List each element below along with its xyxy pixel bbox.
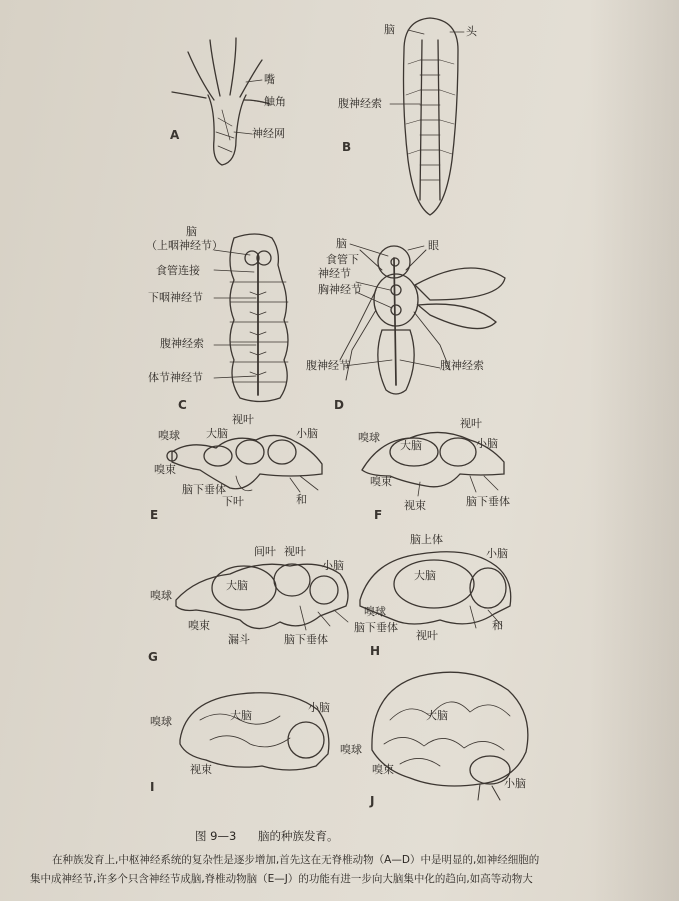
- panel-letter-G: G: [148, 650, 158, 664]
- label-subesophageal: 下咽神经节: [148, 291, 203, 304]
- label-nerve-net: 神经网: [252, 127, 285, 140]
- label-brain-C: 脑: [186, 225, 197, 238]
- label-optic-tract-F: 视束: [404, 499, 426, 512]
- label-thoracic-ganglion: 胸神经节: [318, 283, 362, 296]
- label-cerebrum-I: 大脑: [230, 709, 252, 722]
- label-inferior-lobe-E: 下叶: [222, 495, 244, 508]
- label-infundibulum-G: 漏斗: [228, 633, 250, 646]
- label-pineal-H: 脑上体: [410, 533, 443, 546]
- label-ventral-cord-D: 腹神经索: [440, 359, 484, 372]
- flatworm-drawing: [390, 18, 464, 215]
- label-cerebellum-E: 小脑: [296, 427, 318, 440]
- label-and-E: 和: [296, 493, 307, 506]
- label-segment-ganglion: 体节神经节: [148, 371, 203, 384]
- label-cerebrum-F: 大脑: [400, 439, 422, 452]
- label-ventral-cord-B: 腹神经索: [338, 97, 382, 110]
- label-olfactory-bulb-E: 嗅球: [158, 429, 180, 442]
- panel-letter-B: B: [342, 140, 352, 154]
- label-optic-tract-I: 视束: [190, 763, 212, 776]
- label-supraesophageal: （上咽神经节）: [146, 239, 223, 252]
- label-hypophysis-E: 脑下垂体: [182, 483, 226, 496]
- panel-letter-C: C: [178, 398, 187, 412]
- label-cerebellum-I: 小脑: [308, 701, 330, 714]
- label-subesoph-2: 神经节: [318, 267, 351, 280]
- label-olfactory-bulb-F: 嗅球: [358, 431, 380, 444]
- label-subesoph-1: 食管下: [326, 253, 359, 266]
- body-line-1: 在种族发育上,中枢神经系统的复杂性是逐步增加,首先这在无脊椎动物（A—D）中是明显的,如神经细胞的: [52, 854, 540, 866]
- label-brain-B: 脑: [384, 23, 395, 36]
- label-abdominal-ganglion: 腹神经节: [306, 359, 350, 372]
- earthworm-drawing: [214, 234, 288, 402]
- panel-letter-H: H: [370, 644, 381, 658]
- label-hypophysis-G: 脑下垂体: [284, 633, 328, 646]
- label-optic-lobe-H: 视叶: [416, 629, 438, 642]
- label-cerebellum-H: 小脑: [486, 547, 508, 560]
- panel-letter-E: E: [150, 508, 159, 522]
- panel-letter-A: A: [170, 128, 180, 142]
- label-hypophysis-F: 脑下垂体: [466, 495, 510, 508]
- label-cerebellum-G: 小脑: [322, 559, 344, 572]
- label-olfactory-bulb-H: 嗅球: [364, 605, 386, 618]
- label-diencephalon-G: 间叶: [254, 545, 276, 558]
- label-optic-lobe-F: 视叶: [460, 417, 482, 430]
- figure-title: 脑的种族发育。: [257, 829, 339, 843]
- label-cerebrum-G: 大脑: [226, 579, 248, 592]
- label-cerebrum-J: 大脑: [426, 709, 448, 722]
- label-circumesophageal: 食管连接: [156, 264, 200, 277]
- panel-letter-D: D: [334, 398, 344, 412]
- figure-caption: [195, 828, 356, 844]
- label-optic-lobe-E: 视叶: [232, 413, 254, 426]
- panel-letter-J: J: [370, 794, 375, 808]
- label-eye: 眼: [428, 239, 439, 252]
- figure-number: 图 9—3: [195, 829, 237, 843]
- label-head: 头: [466, 25, 477, 38]
- label-olfactory-tract-E: 嗅束: [154, 463, 176, 476]
- panel-letter-I: I: [150, 780, 155, 794]
- label-ventral-cord-C: 腹神经索: [160, 337, 204, 350]
- label-cerebrum-E: 大脑: [206, 427, 228, 440]
- label-olfactory-tract-F: 嗅束: [370, 475, 392, 488]
- label-cerebellum-J: 小脑: [504, 777, 526, 790]
- label-brain-D: 脑: [336, 237, 347, 250]
- body-line-2: 集中成神经节,许多个只含神经节成脑,脊椎动物脑（E—J）的功能有进一步向大脑集中化的趋向,如高等动物大: [30, 873, 533, 885]
- panel-letter-F: F: [374, 508, 383, 522]
- label-and-H: 和: [492, 619, 503, 632]
- label-olfactory-bulb-I: 嗅球: [150, 715, 172, 728]
- label-cerebellum-F: 小脑: [476, 437, 498, 450]
- label-mouth: 嘴: [264, 73, 275, 86]
- label-olfactory-bulb-J: 嗅球: [340, 743, 362, 756]
- label-hypophysis-H: 脑下垂体: [354, 621, 398, 634]
- body-text: [30, 851, 665, 889]
- label-cerebrum-H: 大脑: [414, 569, 436, 582]
- label-tentacle: 触角: [264, 95, 286, 108]
- label-optic-lobe-G: 视叶: [284, 545, 306, 558]
- label-olfactory-bulb-G: 嗅球: [150, 589, 172, 602]
- hydra-drawing: [172, 38, 270, 165]
- label-olfactory-tract-J: 嗅束: [372, 763, 394, 776]
- label-olfactory-tract-G: 嗅束: [188, 619, 210, 632]
- dog-brain-drawing: [180, 693, 329, 770]
